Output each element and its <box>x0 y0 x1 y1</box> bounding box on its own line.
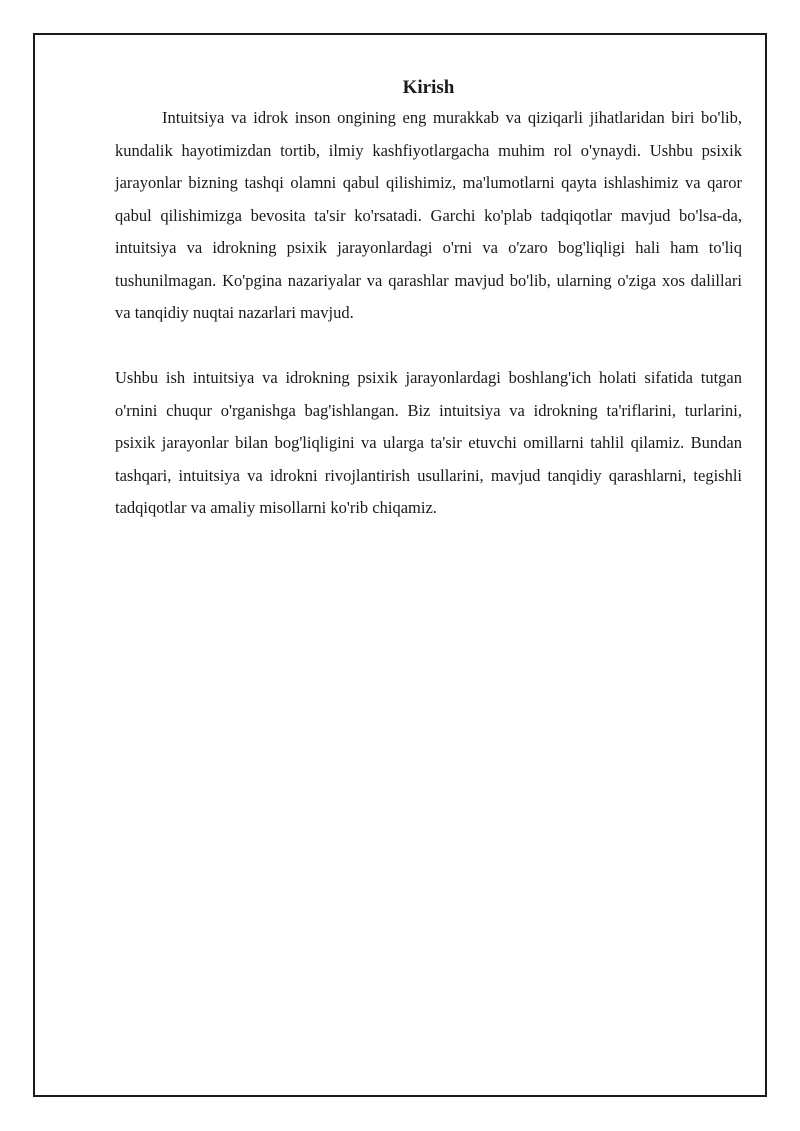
document-body <box>115 74 742 525</box>
paragraph-scope: Ushbu ish intuitsiya va idrokning psixik jarayonlardagi boshlang'ich holati sifatida tutgan o'rnini chuqur o'rganishga bag'ishlangan. Biz intuitsiya va idrokning ta'riflarini, turlarini, psixik jarayonlar bilan bog'liqligini va ularga ta'sir etuvchi omillarni tahlil qilamiz. Bundan tashqari, intuitsiya va idrokni rivojlantirish usullarini, mavjud tanqidiy qarashlarni, tegishli tadqiqotlar va amaliy misollarni ko'rib chiqamiz. <box>115 368 742 517</box>
page-title: Kirish <box>402 77 455 98</box>
paragraph-spacer <box>115 330 742 363</box>
paragraph-intro: Intuitsiya va idrok inson ongining eng murakkab va qiziqarli jihatlaridan biri bo'lib, kundalik hayotimizdan tortib, ilmiy kashfiyotlargacha muhim rol o'ynaydi. Ushbu psixik jarayonlar bizning tashqi olamni qabul qilishimiz, ma'lumotlarni qayta ishlashimiz va qaror qabul qilishimizga bevosita ta'sir ko'rsatadi. Garchi ko'plab tadqiqotlar mavjud bo'lsa-da, intuitsiya va idrokning psixik jarayonlardagi o'rni va o'zaro bog'liqligi hali ham to'liq tushunilmagan. Ko'pgina nazariyalar va qarashlar mavjud bo'lib, ularning o'ziga xos dalillari va tanqidiy nuqtai nazarlari mavjud. <box>115 108 742 322</box>
